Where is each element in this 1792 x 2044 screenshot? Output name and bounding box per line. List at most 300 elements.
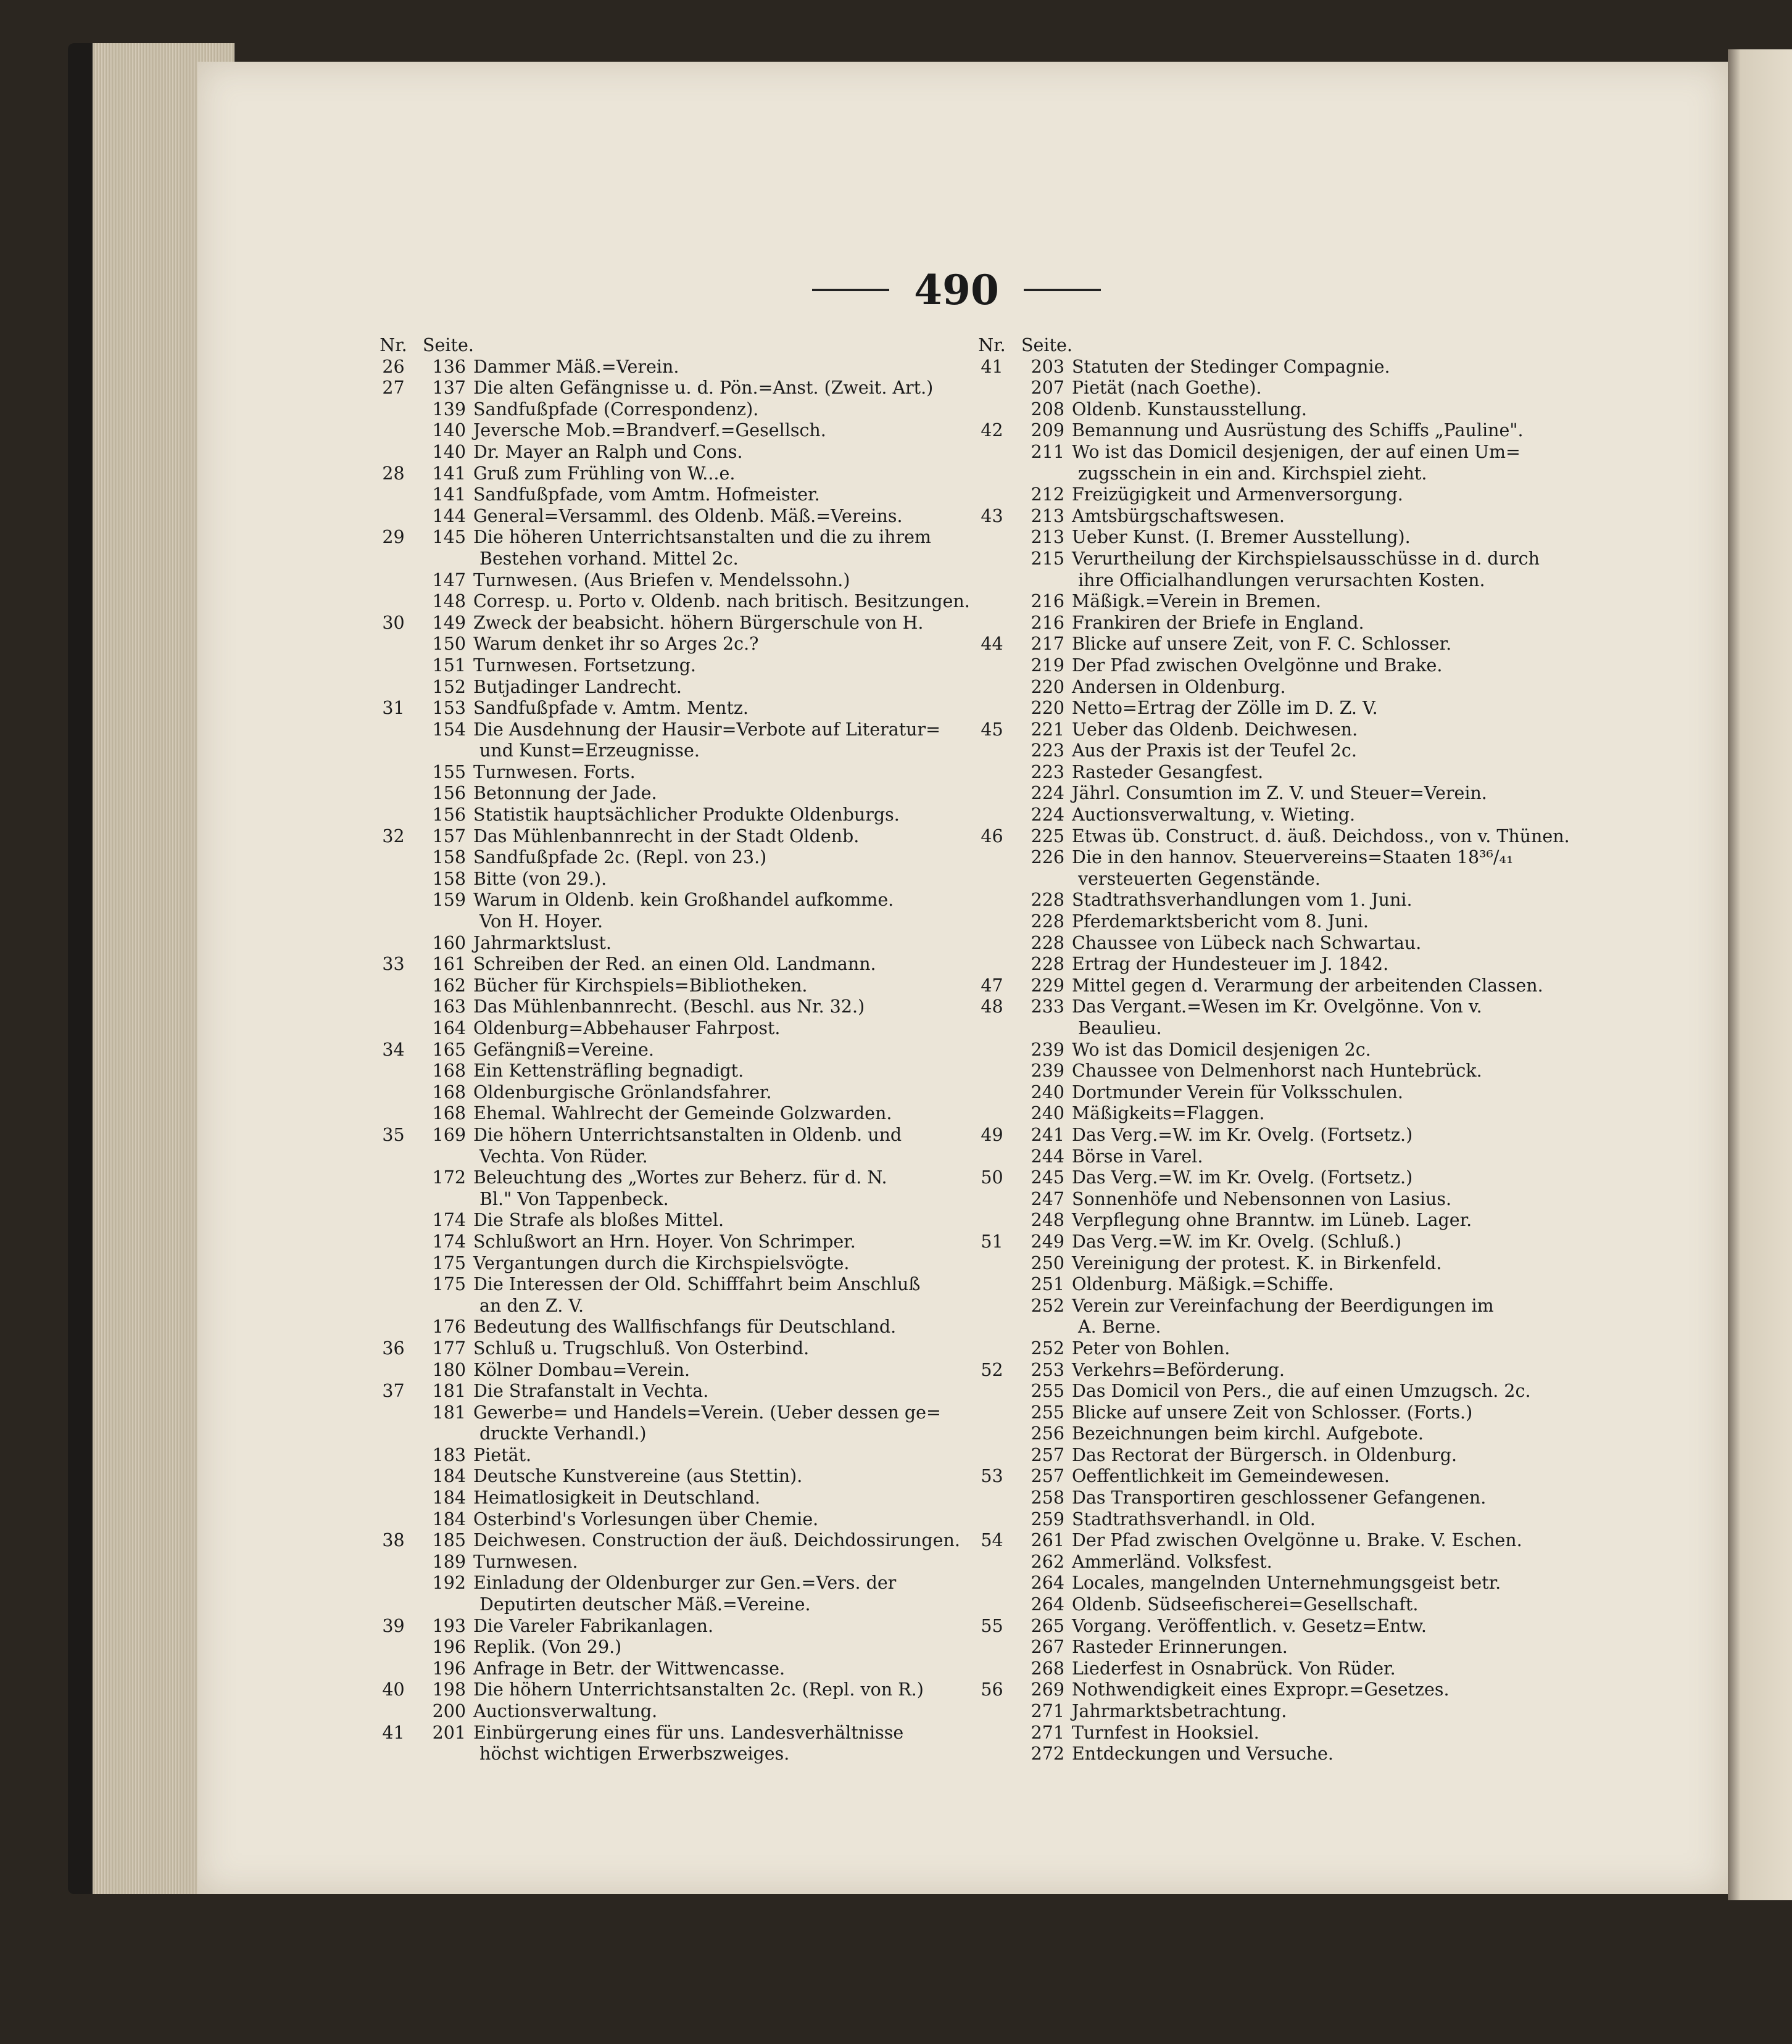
- entry-page-number: 224: [1031, 805, 1064, 825]
- index-entry: [364, 634, 975, 655]
- entry-issue-number: [963, 740, 1021, 762]
- entry-issue-number: [963, 1594, 1021, 1616]
- entry-title: Deichwesen. Construction der äuß. Deichdossirungen.: [473, 1530, 960, 1551]
- entry-issue-number: [963, 1253, 1021, 1275]
- entry-issue-number: [364, 1210, 423, 1231]
- entry-page-number: [423, 740, 466, 762]
- seite-heading: Seite.: [423, 335, 474, 355]
- index-entry: [364, 399, 975, 421]
- entry-title: Pietät.: [473, 1444, 532, 1465]
- entry-title: Das Verg.=W. im Kr. Ovelg. (Fortsetz.): [1072, 1124, 1413, 1145]
- entry-title: Bücher für Kirchspiels=Bibliotheken.: [473, 975, 808, 996]
- entry-title: Der Pfad zwischen Ovelgönne und Brake.: [1072, 655, 1443, 676]
- entry-issue-number: [963, 1274, 1021, 1296]
- entry-title: Die Ausdehnung der Hausir=Verbote auf Literatur=: [473, 719, 941, 740]
- entry-issue-number: [963, 484, 1021, 506]
- index-entry: [364, 1402, 975, 1424]
- entry-issue-number: [364, 869, 423, 890]
- entry-page-number: 149: [432, 612, 466, 633]
- index-entry: [963, 1125, 1574, 1146]
- entry-title: Replik. (Von 29.): [473, 1637, 622, 1658]
- index-entry: [364, 1723, 975, 1744]
- entry-issue-number: [364, 1509, 423, 1531]
- index-entry: [963, 1274, 1574, 1296]
- entry-title: Vergantungen durch die Kirchspielsvögte.: [473, 1252, 850, 1273]
- entry-page-number: 220: [1031, 698, 1064, 719]
- index-entry: [963, 954, 1574, 975]
- entry-title: ihre Officialhandlungen verursachten Kosten.: [1078, 569, 1485, 590]
- entry-issue-number: 51: [981, 1231, 1003, 1252]
- column-header: [364, 335, 975, 357]
- entry-page-number: 185: [432, 1530, 466, 1551]
- entry-page-number: 141: [432, 463, 466, 484]
- index-entry: [963, 1423, 1574, 1445]
- index-entry: [963, 442, 1574, 463]
- index-entry: [963, 975, 1574, 997]
- entry-page-number: 140: [432, 441, 466, 462]
- index-entry: [963, 740, 1574, 762]
- entry-title: Peter von Bohlen.: [1072, 1338, 1230, 1359]
- index-entry: [364, 1061, 975, 1082]
- entry-title: Sandfußpfade, vom Amtm. Hofmeister.: [473, 484, 820, 505]
- entry-issue-number: [963, 527, 1021, 548]
- entry-issue-number: [963, 613, 1021, 634]
- entry-title: Einbürgerung eines für uns. Landesverhältnisse: [473, 1722, 904, 1743]
- entry-title: Jeversche Mob.=Brandverf.=Gesellsch.: [473, 420, 826, 441]
- entry-issue-number: [364, 1274, 423, 1296]
- index-entry: [364, 1103, 975, 1125]
- entry-issue-number: [963, 1146, 1021, 1168]
- page-number: 490: [914, 266, 999, 314]
- entry-page-number: 241: [1031, 1124, 1064, 1145]
- index-entry: [963, 1723, 1574, 1744]
- entry-issue-number: [963, 1210, 1021, 1231]
- entry-page-number: 155: [432, 761, 466, 782]
- index-entry: [364, 890, 975, 911]
- entry-page-number: 224: [1031, 783, 1064, 804]
- index-entry: [364, 1423, 975, 1445]
- entry-page-number: 165: [432, 1039, 466, 1060]
- entry-page-number: 261: [1031, 1530, 1064, 1551]
- entry-title: Oldenburg=Abbehauser Fahrpost.: [473, 1018, 781, 1038]
- entry-page-number: 189: [432, 1551, 466, 1572]
- entry-title: Jahrmarktslust.: [473, 932, 612, 953]
- entry-title: Beleuchtung des „Wortes zur Beherz. für d. N.: [473, 1167, 887, 1188]
- seite-heading: Seite.: [1021, 335, 1072, 355]
- entry-title: Blicke auf unsere Zeit, von F. C. Schlosser.: [1072, 634, 1452, 655]
- entry-title: Gruß zum Frühling von W...e.: [473, 463, 736, 484]
- entry-title: Etwas üb. Construct. d. äuß. Deichdoss., von v. Thünen.: [1072, 825, 1570, 846]
- index-entry: [364, 740, 975, 762]
- entry-title: Amtsbürgschaftswesen.: [1072, 505, 1285, 526]
- entry-issue-number: [963, 1040, 1021, 1061]
- entry-title: Liederfest in Osnabrück. Von Rüder.: [1072, 1658, 1396, 1679]
- entry-issue-number: [963, 463, 1021, 485]
- index-entry: [364, 1253, 975, 1275]
- entry-title: Vereinigung der protest. K. in Birkenfeld.: [1072, 1252, 1442, 1273]
- entry-page-number: 215: [1031, 548, 1064, 569]
- index-entry: [963, 1466, 1574, 1487]
- entry-title: Pferdemarktsbericht vom 8. Juni.: [1072, 911, 1369, 932]
- index-entry: [963, 1573, 1574, 1594]
- entry-title: Die alten Gefängnisse u. d. Pön.=Anst. (Zweit. Art.): [473, 378, 934, 399]
- entry-page-number: [423, 911, 466, 933]
- entry-title: Bedeutung des Wallfischfangs für Deutschland.: [473, 1317, 897, 1338]
- entry-issue-number: 55: [981, 1615, 1003, 1636]
- index-entry: [963, 1509, 1574, 1531]
- entry-issue-number: [364, 996, 423, 1018]
- index-entry: [364, 762, 975, 784]
- entry-title: Statuten der Stedinger Compagnie.: [1072, 356, 1390, 377]
- entry-issue-number: 39: [382, 1615, 405, 1636]
- index-entry: [364, 1082, 975, 1104]
- entry-page-number: 160: [432, 932, 466, 953]
- entry-page-number: 159: [432, 890, 466, 911]
- entry-issue-number: [364, 1445, 423, 1467]
- entry-issue-number: [364, 1189, 423, 1210]
- entry-page-number: 181: [432, 1381, 466, 1402]
- entry-page-number: 172: [432, 1167, 466, 1188]
- facing-page-strip: [1728, 49, 1792, 1900]
- entry-title: Turnwesen. (Aus Briefen v. Mendelssohn.): [473, 569, 850, 590]
- entry-title: Schlußwort an Hrn. Hoyer. Von Schrimper.: [473, 1231, 856, 1252]
- entry-title: Sonnenhöfe und Nebensonnen von Lasius.: [1072, 1188, 1452, 1209]
- entry-page-number: 211: [1031, 441, 1064, 462]
- entry-title: Auctionsverwaltung.: [473, 1701, 658, 1721]
- entry-page-number: 184: [432, 1487, 466, 1508]
- entry-issue-number: [364, 847, 423, 869]
- index-entry: [364, 869, 975, 890]
- index-entry: [963, 357, 1574, 378]
- entry-issue-number: 36: [382, 1338, 405, 1359]
- index-entry: [364, 1658, 975, 1680]
- entry-title: Ammerländ. Volksfest.: [1072, 1551, 1272, 1572]
- entry-title: Bl." Von Tappenbeck.: [479, 1188, 669, 1209]
- index-entry: [963, 1103, 1574, 1125]
- entry-issue-number: 53: [981, 1466, 1003, 1487]
- index-entry: [364, 1445, 975, 1467]
- entry-page-number: 184: [432, 1508, 466, 1529]
- entry-title: Aus der Praxis ist der Teufel 2c.: [1072, 740, 1357, 761]
- entry-title: Das Domicil von Pers., die auf einen Umzugsch. 2c.: [1072, 1381, 1531, 1402]
- entry-title: Blicke auf unsere Zeit von Schlosser. (Forts.): [1072, 1402, 1473, 1423]
- index-entry: [364, 1466, 975, 1487]
- entry-title: Kölner Dombau=Verein.: [473, 1359, 691, 1380]
- entry-title: Von H. Hoyer.: [479, 911, 604, 932]
- index-entry: [963, 1744, 1574, 1765]
- index-entry: [963, 826, 1574, 848]
- index-entry: [364, 677, 975, 698]
- entry-page-number: [1021, 1018, 1064, 1040]
- entry-issue-number: [963, 655, 1021, 677]
- entry-title: Freizügigkeit und Armenversorgung.: [1072, 484, 1403, 505]
- entry-title: Heimatlosigkeit in Deutschland.: [473, 1487, 761, 1508]
- index-entry: [364, 911, 975, 933]
- entry-page-number: 207: [1031, 378, 1064, 399]
- entry-page-number: 201: [432, 1722, 466, 1743]
- entry-issue-number: [963, 1061, 1021, 1082]
- entry-issue-number: [364, 1466, 423, 1487]
- entry-issue-number: 49: [981, 1124, 1003, 1145]
- entry-issue-number: [364, 1253, 423, 1275]
- index-entry: [963, 463, 1574, 485]
- entry-title: Gewerbe= und Handels=Verein. (Ueber dessen ge=: [473, 1402, 941, 1423]
- index-entry: [963, 570, 1574, 592]
- entry-page-number: 250: [1031, 1252, 1064, 1273]
- entry-title: Die Interessen der Old. Schifffahrt beim Anschluß: [473, 1274, 921, 1295]
- entry-page-number: 158: [432, 847, 466, 868]
- entry-title: Warum denket ihr so Arges 2c.?: [473, 634, 759, 655]
- entry-title: Verein zur Vereinfachung der Beerdigungen im: [1072, 1295, 1494, 1316]
- entry-page-number: 203: [1031, 356, 1064, 377]
- entry-issue-number: [364, 506, 423, 528]
- entry-page-number: 198: [432, 1679, 466, 1700]
- index-entry: [364, 484, 975, 506]
- index-entry: [364, 506, 975, 528]
- entry-title: Stadtrathsverhandl. in Old.: [1072, 1508, 1316, 1529]
- entry-issue-number: [963, 1552, 1021, 1573]
- entry-title: Frankiren der Briefe in England.: [1072, 612, 1364, 633]
- entry-page-number: 209: [1031, 420, 1064, 441]
- entry-title: druckte Verhandl.): [479, 1423, 647, 1444]
- entry-issue-number: [364, 762, 423, 784]
- entry-title: Ertrag der Hundesteuer im J. 1842.: [1072, 954, 1389, 975]
- entry-issue-number: [963, 548, 1021, 570]
- index-entry: [364, 1189, 975, 1210]
- entry-issue-number: 38: [382, 1530, 405, 1551]
- index-column-right: [963, 335, 1574, 1765]
- entry-title: Turnwesen. Fortsetzung.: [473, 655, 696, 676]
- index-entry: [963, 933, 1574, 954]
- entry-issue-number: [364, 783, 423, 805]
- index-entry: [364, 591, 975, 613]
- entry-issue-number: [364, 1167, 423, 1189]
- entry-page-number: [1021, 570, 1064, 592]
- entry-page-number: [1021, 463, 1064, 485]
- entry-page-number: 193: [432, 1615, 466, 1636]
- entry-title: Corresp. u. Porto v. Oldenb. nach britisch. Besitzungen.: [473, 591, 970, 612]
- entry-page-number: 262: [1031, 1551, 1064, 1572]
- entry-issue-number: [963, 591, 1021, 613]
- entry-page-number: 141: [432, 484, 466, 505]
- entry-page-number: 145: [432, 527, 466, 548]
- entry-issue-number: [963, 805, 1021, 826]
- index-entry: [364, 1679, 975, 1701]
- column-header: [963, 335, 1574, 357]
- entry-issue-number: [364, 740, 423, 762]
- index-entry: [963, 1338, 1574, 1360]
- entry-title: Dammer Mäß.=Verein.: [473, 356, 679, 377]
- entry-title: Locales, mangelnden Unternehmungsgeist betr.: [1072, 1573, 1501, 1594]
- entry-page-number: 212: [1031, 484, 1064, 505]
- entry-title: Turnfest in Hooksiel.: [1072, 1722, 1259, 1743]
- entry-page-number: 153: [432, 698, 466, 719]
- index-entry: [963, 634, 1574, 655]
- entry-page-number: 213: [1031, 527, 1064, 548]
- index-entry: [963, 677, 1574, 698]
- index-entry: [364, 996, 975, 1018]
- entry-page-number: 268: [1031, 1658, 1064, 1679]
- entry-title: Rasteder Erinnerungen.: [1072, 1637, 1288, 1658]
- entry-issue-number: [963, 378, 1021, 399]
- index-entry: [963, 378, 1574, 399]
- index-entry: [364, 1317, 975, 1338]
- entry-issue-number: [364, 1018, 423, 1040]
- index-entry: [963, 1658, 1574, 1680]
- entry-title: an den Z. V.: [479, 1295, 584, 1316]
- entry-title: versteuerten Gegenstände.: [1078, 868, 1321, 889]
- entry-issue-number: [364, 1360, 423, 1381]
- entry-title: Verkehrs=Beförderung.: [1072, 1359, 1285, 1380]
- entry-page-number: 264: [1031, 1573, 1064, 1594]
- index-entry: [963, 399, 1574, 421]
- entry-issue-number: [963, 1018, 1021, 1040]
- entry-issue-number: [364, 890, 423, 911]
- entry-page-number: 162: [432, 975, 466, 996]
- entry-page-number: 233: [1031, 996, 1064, 1017]
- index-entry: [364, 1509, 975, 1531]
- entry-issue-number: 56: [981, 1679, 1003, 1700]
- entry-title: Turnwesen. Forts.: [473, 761, 636, 782]
- index-entry: [963, 1616, 1574, 1637]
- entry-title: Vorgang. Veröffentlich. v. Gesetz=Entw.: [1072, 1615, 1427, 1636]
- entry-issue-number: [364, 1296, 423, 1317]
- entry-issue-number: [364, 634, 423, 655]
- entry-page-number: 216: [1031, 612, 1064, 633]
- index-entry: [963, 1530, 1574, 1552]
- index-entry: [963, 1167, 1574, 1189]
- index-entry: [364, 1167, 975, 1189]
- index-entry: [364, 975, 975, 997]
- entry-title: Verurtheilung der Kirchspielsausschüsse in d. durch: [1072, 548, 1540, 569]
- entry-issue-number: 40: [382, 1679, 405, 1700]
- entry-issue-number: 35: [382, 1124, 405, 1145]
- index-entry: [963, 1317, 1574, 1338]
- entry-page-number: 161: [432, 954, 466, 975]
- entry-issue-number: [364, 975, 423, 997]
- entry-page-number: 247: [1031, 1188, 1064, 1209]
- entry-title: Ein Kettensträfling begnadigt.: [473, 1061, 744, 1082]
- entry-title: Jährl. Consumtion im Z. V. und Steuer=Verein.: [1072, 783, 1487, 804]
- entry-issue-number: [963, 1082, 1021, 1104]
- index-entry: [364, 826, 975, 848]
- entry-issue-number: [963, 1487, 1021, 1509]
- entry-title: Nothwendigkeit eines Expropr.=Gesetzes.: [1072, 1679, 1450, 1700]
- entry-page-number: 240: [1031, 1103, 1064, 1124]
- entry-page-number: 272: [1031, 1744, 1064, 1765]
- entry-title: Mäßigk.=Verein in Bremen.: [1072, 591, 1321, 612]
- entry-issue-number: [364, 1317, 423, 1338]
- entry-page-number: 140: [432, 420, 466, 441]
- entry-page-number: 271: [1031, 1722, 1064, 1743]
- entry-page-number: 150: [432, 634, 466, 655]
- index-entry: [963, 805, 1574, 826]
- entry-page-number: 257: [1031, 1444, 1064, 1465]
- entry-page-number: 183: [432, 1444, 466, 1465]
- entry-issue-number: [963, 1744, 1021, 1765]
- entry-issue-number: 28: [382, 463, 405, 484]
- entry-page-number: [423, 1594, 466, 1616]
- entry-title: Jahrmarktsbetrachtung.: [1072, 1701, 1287, 1721]
- nr-heading: Nr.: [380, 335, 407, 355]
- entry-issue-number: [364, 719, 423, 741]
- index-entry: [364, 613, 975, 634]
- index-entry: [963, 655, 1574, 677]
- entry-issue-number: [963, 954, 1021, 975]
- entry-page-number: [1021, 869, 1064, 890]
- entry-page-number: 181: [432, 1402, 466, 1423]
- entry-title: Deputirten deutscher Mäß.=Vereine.: [479, 1594, 811, 1615]
- entry-title: Oldenburg. Mäßigk.=Schiffe.: [1072, 1274, 1334, 1295]
- entry-issue-number: [364, 1103, 423, 1125]
- index-entry: [364, 378, 975, 399]
- index-entry: [364, 954, 975, 975]
- entry-title: General=Versamml. des Oldenb. Mäß.=Vereins.: [473, 505, 903, 526]
- entry-page-number: 174: [432, 1231, 466, 1252]
- entry-issue-number: [364, 655, 423, 677]
- entry-title: und Kunst=Erzeugnisse.: [479, 740, 700, 761]
- entry-title: Mäßigkeits=Flaggen.: [1072, 1103, 1265, 1124]
- index-entry: [364, 527, 975, 548]
- entry-issue-number: [364, 1061, 423, 1082]
- entry-issue-number: [364, 1423, 423, 1445]
- entry-title: Auctionsverwaltung, v. Wieting.: [1072, 805, 1356, 825]
- entry-page-number: [423, 1296, 466, 1317]
- entry-page-number: 252: [1031, 1338, 1064, 1359]
- entry-page-number: 174: [432, 1210, 466, 1231]
- entry-page-number: 176: [432, 1317, 466, 1338]
- index-entry: [963, 1061, 1574, 1082]
- entry-page-number: 258: [1031, 1487, 1064, 1508]
- entry-page-number: 267: [1031, 1637, 1064, 1658]
- index-entry: [364, 1231, 975, 1253]
- entry-title: Mittel gegen d. Verarmung der arbeitenden Classen.: [1072, 975, 1543, 996]
- index-entry: [963, 762, 1574, 784]
- index-entry: [963, 1253, 1574, 1275]
- index-entry: [963, 1637, 1574, 1658]
- index-entry: [963, 527, 1574, 548]
- index-entry: [963, 548, 1574, 570]
- entry-page-number: 168: [432, 1103, 466, 1124]
- entry-issue-number: [963, 1402, 1021, 1424]
- entry-title: Beaulieu.: [1078, 1018, 1162, 1038]
- entry-title: Wo ist das Domicil desjenigen, der auf einen Um=: [1072, 441, 1520, 462]
- entry-issue-number: [364, 570, 423, 592]
- entry-page-number: [423, 548, 466, 570]
- entry-title: Sandfußpfade (Correspondenz).: [473, 399, 759, 420]
- entry-page-number: 196: [432, 1658, 466, 1679]
- entry-title: Das Mühlenbannrecht. (Beschl. aus Nr. 32.): [473, 996, 865, 1017]
- entry-page-number: 226: [1031, 847, 1064, 868]
- nr-heading: Nr.: [978, 335, 1006, 355]
- index-entry: [364, 655, 975, 677]
- entry-issue-number: 41: [981, 356, 1003, 377]
- entry-issue-number: 33: [382, 954, 405, 975]
- entry-title: Zweck der beabsicht. höhern Bürgerschule von H.: [473, 612, 924, 633]
- entry-page-number: 175: [432, 1274, 466, 1295]
- index-entry: [364, 1701, 975, 1723]
- index-entry: [364, 1296, 975, 1317]
- entry-page-number: 264: [1031, 1594, 1064, 1615]
- entry-issue-number: [364, 677, 423, 698]
- index-entry: [364, 933, 975, 954]
- entry-title: Das Mühlenbannrecht in der Stadt Oldenb.: [473, 825, 860, 846]
- entry-issue-number: [963, 1445, 1021, 1467]
- entry-issue-number: [364, 442, 423, 463]
- entry-title: Netto=Ertrag der Zölle im D. Z. V.: [1072, 698, 1378, 719]
- entry-page-number: 271: [1031, 1701, 1064, 1721]
- entry-page-number: 248: [1031, 1210, 1064, 1231]
